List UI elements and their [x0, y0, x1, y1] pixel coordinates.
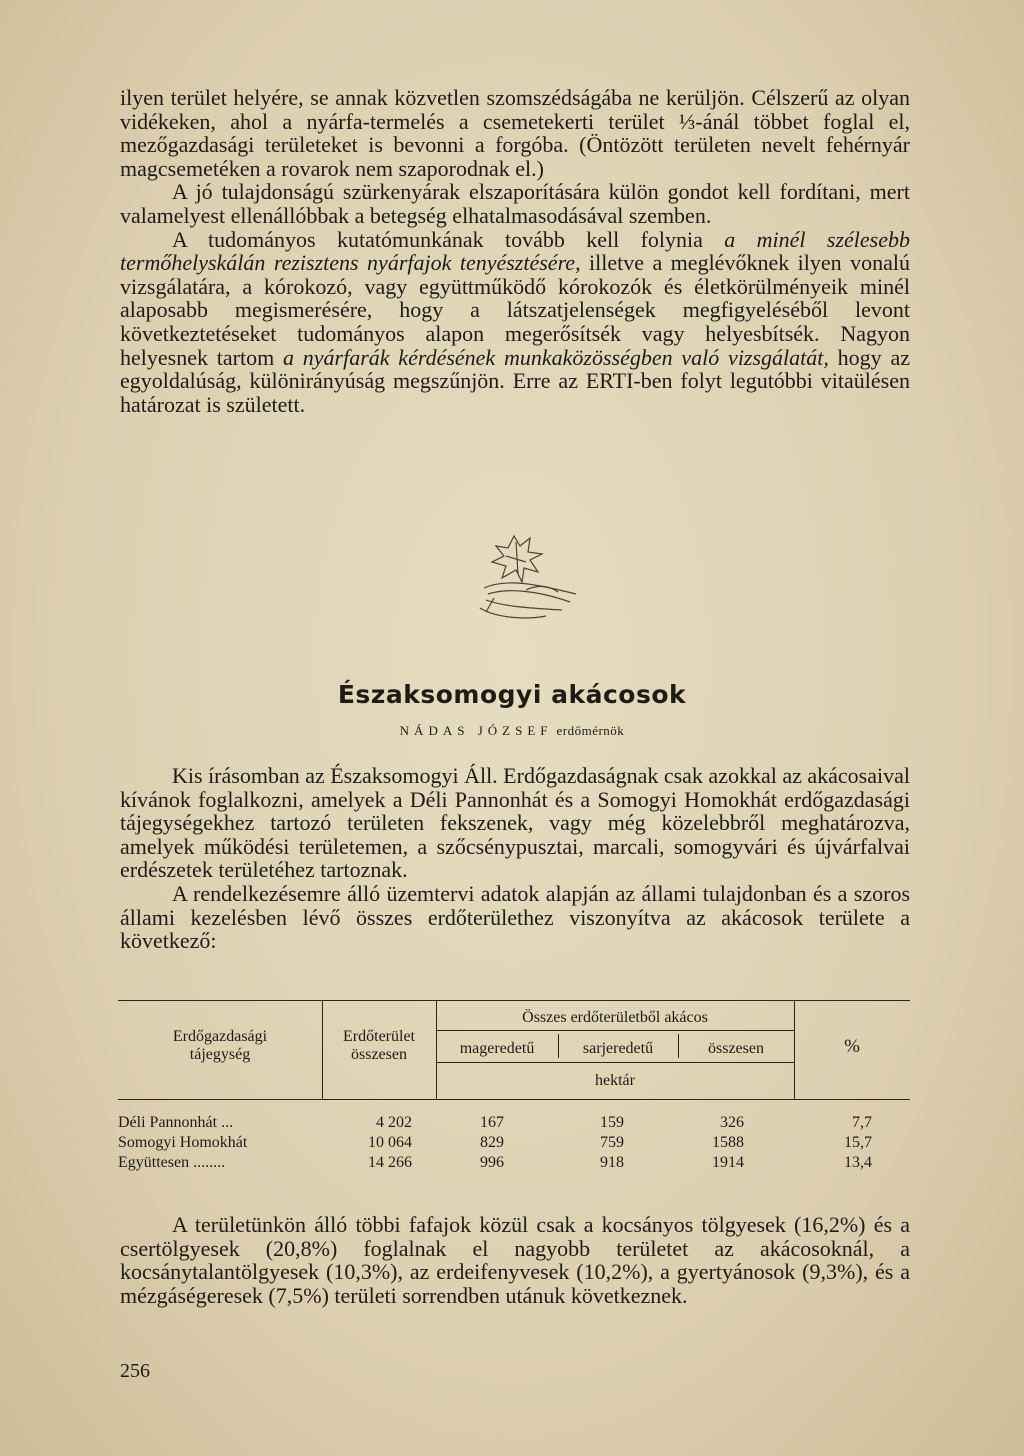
cell-pct: 15,7 — [844, 1134, 872, 1151]
header-line: tájegység — [189, 1046, 251, 1063]
page-number: 256 — [120, 1360, 150, 1382]
table-top-rule — [118, 1000, 910, 1001]
cell-pct: 13,4 — [844, 1154, 872, 1171]
article-intro — [120, 764, 910, 953]
cell-sum: 1588 — [712, 1134, 744, 1151]
paragraph: A jó tulajdonságú szürkenyárak elszaporítására külön gondot kell fordítani, mert valamelyest ellenállóbbak a betegség elhatalmasodásával szemben. — [120, 179, 910, 228]
cell-sarj: 159 — [600, 1114, 624, 1131]
header-mag: mageredetű — [459, 1040, 535, 1057]
header-unit: hektár — [595, 1072, 635, 1089]
text-span: hogy az egyoldalúság, különirányúság megszűnjön. Erre az ERTI-ben folyt legutóbbi vitaülésen határozat is született. — [120, 344, 910, 417]
cell-sarj: 918 — [600, 1154, 624, 1171]
cell-sum: 1914 — [712, 1154, 744, 1171]
header-sum: összesen — [708, 1040, 764, 1057]
row-label: Déli Pannonhát ... — [118, 1114, 234, 1131]
article-title: Északsomogyi akácosok — [337, 680, 687, 709]
cell-total: 10 064 — [368, 1134, 412, 1151]
paragraph — [120, 228, 910, 417]
cell-total: 14 266 — [368, 1154, 412, 1171]
text-span: A tudományos kutatómunkának tovább kell folynia — [172, 226, 725, 252]
cell-mag: 829 — [480, 1134, 504, 1151]
cell-sarj: 759 — [600, 1134, 624, 1151]
header-line: Erdőterület — [343, 1028, 415, 1045]
header-sarj: sarjeredetű — [582, 1040, 654, 1057]
italic-span: a nyárfarák kérdésének munkaközösségben való vizsgálatát, — [282, 344, 829, 370]
cell-pct: 7,7 — [852, 1114, 872, 1131]
leaf-branch-ornament-icon — [466, 528, 592, 628]
table-header-rule — [118, 1099, 910, 1100]
header-region — [118, 1028, 322, 1064]
header-line: Erdőgazdasági — [172, 1028, 268, 1045]
paragraph: A területünkön álló többi fafajok közül csak a kocsányos tölgyesek (16,2%) és a csertölgyesek (20,8%) foglalnak el nagyobb területet az akácosoknál, a kocsánytalantölgyesek (10,3%), az erdeifenyvesek (10,2%), a gyertyánosok (9,3%), és a mézgáségeresek (7,5%) területi sorrendben utánuk következnek. — [120, 1212, 910, 1308]
text-span: illetve a meglévőknek ilyen vonalú vizsgálatára, a kórokozó, vagy együttműködő kórokozók és életkörülményeik minél alaposabb megismerésére, hogy a látszatjelenségek megfigyeléséből levont következtetéseket tudományos alapon megerősítsék vagy helyesbítsék. Nagyon helyesnek tartom — [120, 250, 910, 370]
paragraph: A rendelkezésemre álló üzemtervi adatok alapján az állami tulajdonban és a szoros állami kezelésben lévő összes erdőterülethez viszonyítva az akácosok területe a következő: — [120, 880, 910, 954]
cell-total: 4 202 — [376, 1114, 412, 1131]
cell-mag: 167 — [480, 1114, 504, 1131]
row-label: Somogyi Homokhát — [118, 1134, 248, 1151]
header-area — [322, 1028, 436, 1064]
unit-rule — [436, 1062, 794, 1063]
data-table — [118, 1000, 910, 1178]
closing-text — [120, 1213, 910, 1307]
cell-sum: 326 — [720, 1114, 744, 1131]
author-role: erdőmérnök — [556, 723, 625, 738]
header-group: Összes erdőterületből akácos — [522, 1009, 708, 1026]
continuation-text — [120, 86, 910, 416]
paragraph: ilyen terület helyére, se annak közvetlen szomszédságába ne kerüljön. Célszerű az olyan vidékeken, ahol a nyárfa-termelés a csemetekerti terület ⅓-ánál többet foglal el, mezőgazdasági területeket is bevonni a forgóba. (Öntözött területen nevelt fehérnyár magcsemetéken a rovarok nem szaporodnak el.) — [120, 85, 910, 181]
group-rule — [436, 1030, 794, 1031]
header-line: összesen — [351, 1046, 407, 1063]
italic-span: a minél szélesebb termőhelyskálán rezisztens nyárfajok tenyésztésére, — [120, 226, 910, 276]
author-name: NÁDAS JÓZSEF — [399, 723, 553, 738]
row-label: Együttesen ........ — [118, 1154, 226, 1171]
paragraph: Kis írásomban az Északsomogyi Áll. Erdőgazdaságnak csak azokkal az akácosaival kívánok foglalkozni, amelyek a Déli Pannonhát és a Somogyi Homokhát erdőgazdasági tájegységekhez tartozó területen fekszenek, vagy még közelebbről meghatározva, amelyek működési területemen, a szőcsénypusztai, marcali, somogyvári és újvárfalvai erdészetek területéhez tartoznak. — [120, 763, 910, 883]
header-percent: % — [844, 1036, 860, 1057]
cell-mag: 996 — [480, 1154, 504, 1171]
byline — [0, 723, 1024, 739]
